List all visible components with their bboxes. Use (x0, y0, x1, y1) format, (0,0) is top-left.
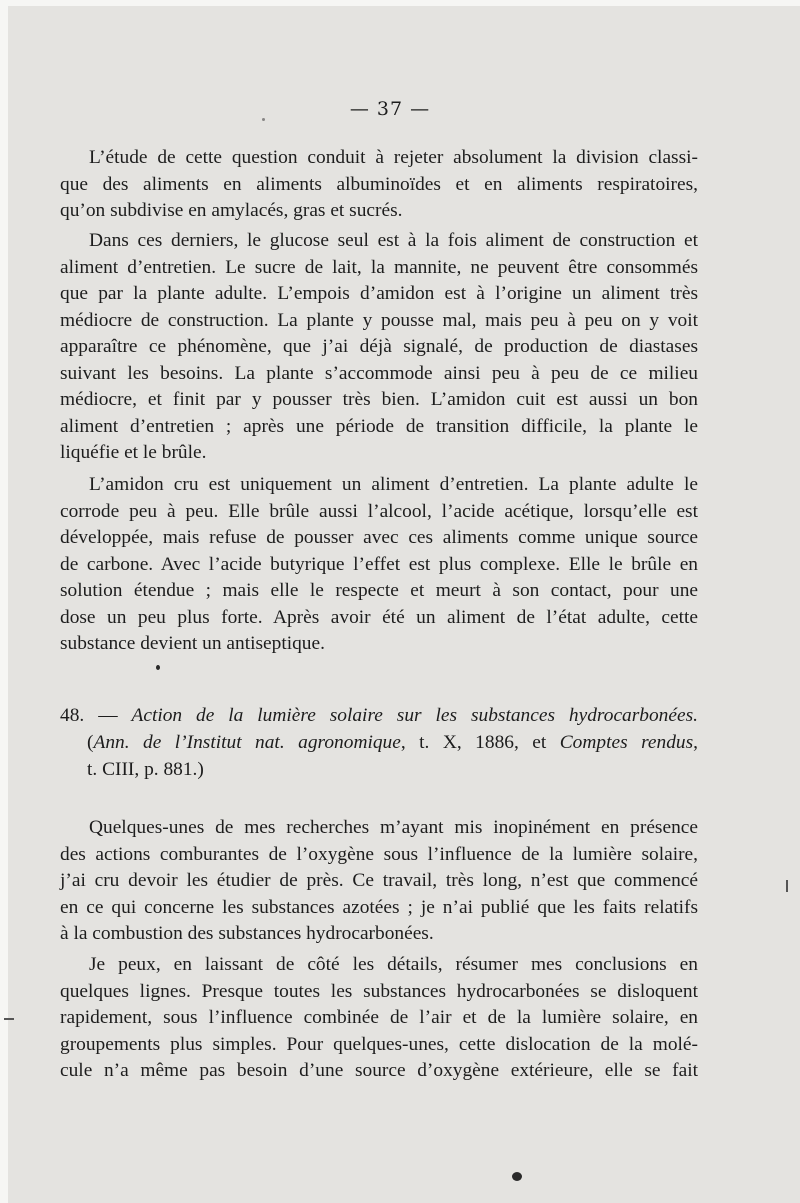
text-line: aliment d’entretien. Le sucre de lait, la mannite, ne peuvent être consommés (60, 256, 698, 278)
paragraph-1 (60, 145, 698, 225)
text-line: de carbone. Avec l’acide butyrique l’effet est plus complexe. Elle le brûle en (60, 553, 698, 575)
text-line: quelques lignes. Presque toutes les substances hydrocarbonées se disloquent (60, 980, 698, 1002)
section-number: 48. (60, 705, 85, 726)
text-line: rapidement, sous l’influence combinée de l’air et de la lumière solaire, en (60, 1007, 698, 1028)
section-heading (60, 702, 698, 783)
margin-mark (786, 880, 788, 892)
ink-dot (156, 665, 160, 670)
text-line: aliment d’entretien ; après une période de transition difficile, la plante le (60, 415, 698, 437)
text-line: corrode peu à peu. Elle brûle aussi l’alcool, l’acide acétique, lorsqu’elle est (60, 500, 698, 522)
ref-open-paren: ( (87, 732, 94, 753)
ref-comma: , (693, 732, 699, 753)
heading-line-1 (60, 702, 698, 729)
ref-volume: , t. X, 1886, et (400, 732, 560, 753)
text-line: Quelques-unes de mes recherches m’ayant mis inopinément en présence (89, 817, 698, 838)
heading-line-3: t. CIII, p. 881.) (87, 759, 204, 780)
text-line: groupements plus simples. Pour quelques-unes, cette dislocation de la molé- (60, 1033, 698, 1055)
paragraph-6 (60, 952, 698, 1085)
section-title: Action de la lumière solaire sur les substances hydrocarbonées. (131, 705, 698, 726)
text-line: j’ai cru devoir les étudier de près. Ce travail, très long, n’est que commencé (60, 870, 698, 891)
text-line: cule n’a même pas besoin d’une source d’oxygène extérieure, elle se fait (60, 1060, 698, 1081)
margin-mark (4, 1018, 14, 1020)
text-line: L’amidon cru est uniquement un aliment d’entretien. La plante adulte le (89, 474, 698, 495)
text-line: Je peux, en laissant de côté les détails, résumer mes conclusions en (89, 954, 698, 975)
text-line: que des aliments en aliments albuminoïdes et en aliments respiratoires, (60, 173, 698, 195)
ink-blot (512, 1172, 522, 1181)
text-line: des actions comburantes de l’oxygène sous l’influence de la lumière solaire, (60, 843, 698, 865)
paragraph-2 (60, 228, 698, 467)
heading-dash: — (98, 705, 118, 726)
text-line: à la combustion des substances hydrocarbonées. (60, 923, 434, 944)
ref-journal: Ann. de l’Institut nat. agronomique (93, 732, 401, 753)
heading-line-2 (60, 729, 698, 756)
ink-speck (262, 118, 265, 121)
text-line: médiocre de construction. La plante y pousse mal, mais peu à peu on y voit (60, 309, 698, 331)
text-line: apparaître ce phénomène, que j’ai déjà signalé, de production de diastases (60, 336, 698, 357)
text-line: que par la plante adulte. L’empois d’amidon est à l’origine un aliment très (60, 283, 698, 304)
text-line: en ce qui concerne les substances azotées ; je n’ai publié que les faits relatifs (60, 896, 698, 918)
text-line: solution étendue ; mais elle le respecte et meurt à son contact, pour une (60, 580, 698, 601)
text-line: suivant les besoins. La plante s’accommode ainsi peu à peu de ce milieu (60, 362, 698, 384)
ref-comptes-rendus: Comptes rendus (559, 732, 694, 753)
text-line: liquéfie et le brûle. (60, 442, 207, 463)
text-line: Dans ces derniers, le glucose seul est à la fois aliment de construction et (89, 230, 698, 251)
page-left-edge (0, 0, 8, 1203)
text-line: développée, mais refuse de pousser avec ces aliments comme unique source (60, 527, 698, 548)
paragraph-5 (60, 815, 698, 948)
text-line: qu’on subdivise en amylacés, gras et sucrés. (60, 200, 403, 221)
text-line: substance devient un antiseptique. (60, 633, 325, 654)
page-number: — 37 — (349, 98, 431, 120)
text-line: dose un peu plus forte. Après avoir été un aliment de l’état adulte, cette (60, 606, 698, 628)
text-line: médiocre, et finit par y pousser très bien. L’amidon cuit est aussi un bon (60, 389, 698, 410)
paragraph-3 (60, 472, 698, 658)
text-line: L’étude de cette question conduit à rejeter absolument la division classi- (89, 147, 698, 168)
page-top-edge (0, 0, 800, 6)
